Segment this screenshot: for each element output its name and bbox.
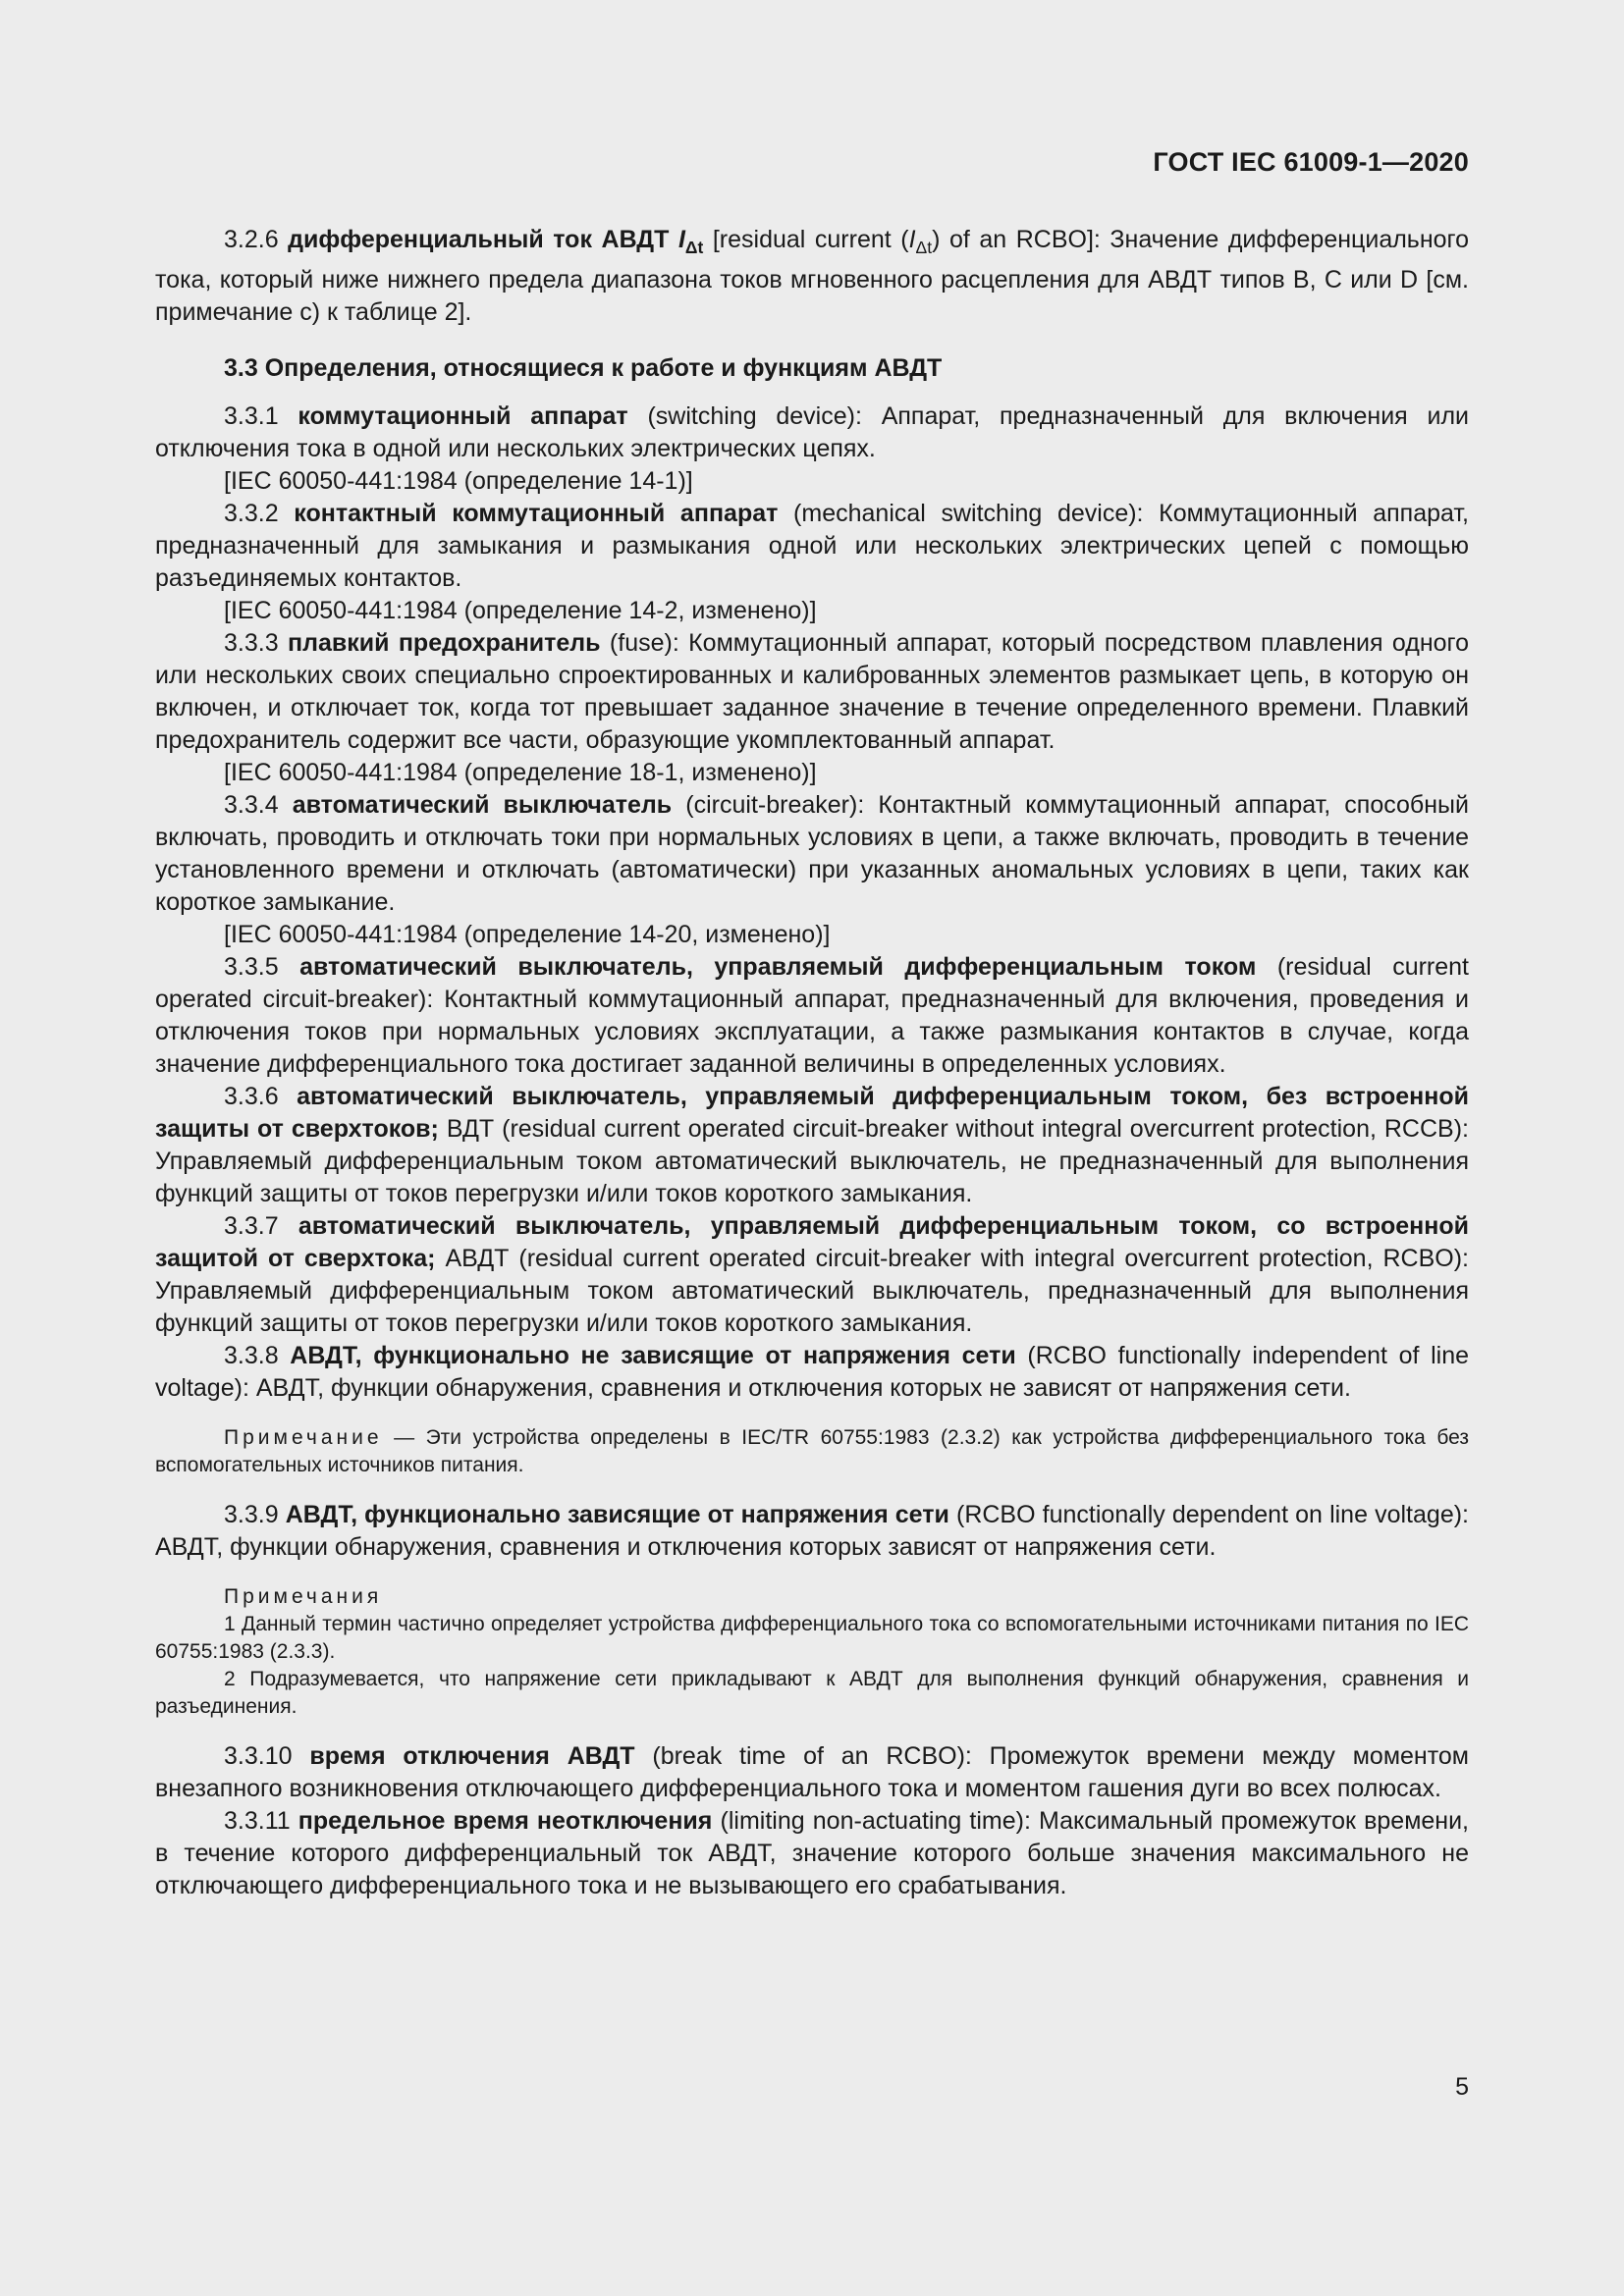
definition-3-3-1: 3.3.1 коммутационный аппарат (switching device): Аппарат, предназначенный для включения или отключения тока в одной или нескольких электрических цепях. bbox=[155, 402, 1470, 462]
term: АВДТ, функционально зависящие от напряжения сети bbox=[285, 1501, 949, 1528]
term: предельное время неотключения bbox=[298, 1807, 713, 1835]
term: автоматический выключатель, управляемый дифференциальным током, без встроенной защиты от сверхтоков; bbox=[155, 1083, 1469, 1143]
definition-3-3-2: 3.3.2 контактный коммутационный аппарат (mechanical switching device): Коммутационный аппарат, предназначенный для замыкания и размыкания одной или нескольких электрических цепей с помощью разъединяемых контактов. bbox=[155, 500, 1470, 592]
definition-text: (break time of an RCBO): Промежуток времени между моментом внезапного возникновения отключающего дифференциального тока и моментом гашения дуги во всех полюсах. bbox=[155, 1742, 1469, 1802]
definition-3-3-9: 3.3.9 АВДТ, функционально зависящие от напряжения сети (RCBO functionally dependent on line voltage): АВДТ, функции обнаружения, сравнения и отключения которых зависят от напряжения сети. bbox=[155, 1501, 1469, 1561]
definition-text: : Значение дифференциального тока, который ниже нижнего предела диапазона токов мгновенного расцепления для АВДТ типов B, C или D [см. примечание с) к таблице 2]. bbox=[155, 226, 1470, 326]
notes-label: Примечания bbox=[224, 1585, 383, 1608]
term-en: [residual current ( bbox=[712, 226, 909, 253]
definition-text: (switching device): Аппарат, предназначенный для включения или отключения тока в одной или нескольких электрических цепях. bbox=[155, 402, 1470, 462]
definition-3-3-8: 3.3.8 АВДТ, функционально не зависящие от напряжения сети (RCBO functionally independent of line voltage): АВДТ, функции обнаружения, сравнения и отключения которых не зависят от напряжения сети. bbox=[155, 1342, 1470, 1402]
definition-text: ВДТ (residual current operated circuit-breaker without integral overcurrent protection, RCCB): Управляемый дифференциальным током автоматический выключатель, не предназначенный для выполнения функций защиты от токов перегрузки и/или токов короткого замыкания. bbox=[155, 1115, 1469, 1207]
term: коммутационный аппарат bbox=[298, 402, 628, 430]
note-label: Примечание bbox=[224, 1426, 383, 1449]
definition-text: (residual current operated circuit-breaker): Контактный коммутационный аппарат, предназначенный для включения, проведения и отключения токов при нормальных условиях эксплуатации, а также размыкания контактов в случае, когда значение дифференциального тока достигает заданной величины в определенных условиях. bbox=[155, 953, 1470, 1078]
definition-text: (limiting non-actuating time): Максимальный промежуток времени, в течение которого дифференциальный ток АВДТ, значение которого больше значения максимального не отключающего дифференциального тока и не вызывающего его срабатывания. bbox=[155, 1807, 1469, 1899]
term: автоматический выключатель, управляемый дифференциальным током, со встроенной защитой от сверхтока; bbox=[155, 1212, 1469, 1272]
term: время отключения АВДТ bbox=[309, 1742, 635, 1770]
definition-3-3-7: 3.3.7 автоматический выключатель, управляемый дифференциальным током, со встроенной защитой от сверхтока; АВДТ (residual current operated circuit-breaker with integral overcurrent protection, RCBO): Управляемый дифференциальным током автоматический выключатель, предназначенный для выполнения функций защиты от токов перегрузки и/или токов короткого замыкания. bbox=[155, 1212, 1469, 1337]
term: контактный коммутационный аппарат bbox=[294, 500, 779, 527]
definition-3-3-6: 3.3.6 автоматический выключатель, управляемый дифференциальным током, без встроенной защиты от сверхтоков; ВДТ (residual current operated circuit-breaker without integral overcurrent protection, RCCB): Управляемый дифференциальным током автоматический выключатель, не предназначенный для выполнения функций защиты от токов перегрузки и/или токов короткого замыкания. bbox=[155, 1083, 1469, 1207]
term: автоматический выключатель bbox=[292, 791, 673, 819]
definition-text: АВДТ (residual current operated circuit-breaker with integral overcurrent protection, RCBO): Управляемый дифференциальным током автоматический выключатель, предназначенный для выполнения функций защиты от токов перегрузки и/или токов короткого замыкания. bbox=[155, 1245, 1469, 1337]
reference-3-3-4: [IEC 60050-441:1984 (определение 14-20, изменено)] bbox=[224, 921, 831, 948]
page-number: 5 bbox=[1455, 2073, 1469, 2101]
note-1: 1 Данный термин частично определяет устройства дифференциального тока со вспомогательными источниками питания по IEC 60755:1983 (2.3.3). bbox=[155, 1613, 1469, 1663]
reference-3-3-3: [IEC 60050-441:1984 (определение 18-1, изменено)] bbox=[224, 759, 817, 786]
symbol: $I_{\Delta t}$ bbox=[677, 226, 704, 257]
standard-designation: ГОСТ IEC 61009-1—2020 bbox=[1153, 147, 1469, 177]
term-en-end: ) of an RCBO] bbox=[932, 226, 1094, 253]
term: дифференциальный ток АВДТ bbox=[288, 226, 670, 253]
definition-text: (fuse): Коммутационный аппарат, который посредством плавления одного или нескольких своих специально спроектированных и калиброванных элементов размыкает цепь, в которую он включен, и отключает ток, когда тот превышает заданное значение в течение определенного времени. Плавкий предохранитель содержит все части, образующие укомплектованный аппарат. bbox=[155, 629, 1470, 754]
definition-3-3-11: 3.3.11 предельное время неотключения (limiting non-actuating time): Максимальный промежуток времени, в течение которого дифференциальный ток АВДТ, значение которого больше значения максимального не отключающего дифференциального тока и не вызывающего его срабатывания. bbox=[155, 1807, 1469, 1899]
term: автоматический выключатель, управляемый дифференциальным током bbox=[299, 953, 1257, 981]
clause-number: 3.2.6 bbox=[224, 226, 279, 253]
document-body bbox=[155, 224, 1469, 1902]
definition-3-3-3: 3.3.3 плавкий предохранитель (fuse): Коммутационный аппарат, который посредством плавления одного или нескольких своих специально спроектированных и калиброванных элементов размыкает цепь, в которую он включен, и отключает ток, когда тот превышает заданное значение в течение определенного времени. Плавкий предохранитель содержит все части, образующие укомплектованный аппарат. bbox=[155, 629, 1470, 754]
definition-text: (mechanical switching device): Коммутационный аппарат, предназначенный для замыкания и размыкания одной или нескольких электрических цепей с помощью разъединяемых контактов. bbox=[155, 500, 1470, 592]
reference-3-3-2: [IEC 60050-441:1984 (определение 14-2, изменено)] bbox=[224, 597, 817, 624]
definition-3-2-6 bbox=[155, 224, 1469, 329]
definition-3-3-4: 3.3.4 автоматический выключатель (circuit-breaker): Контактный коммутационный аппарат, способный включать, проводить и отключать токи при нормальных условиях в цепи, а также включать, проводить в течение установленного времени и отключать (автоматически) при указанных аномальных условиях в цепи, таких как короткое замыкание. bbox=[155, 791, 1469, 916]
reference-3-3-1: [IEC 60050-441:1984 (определение 14-1)] bbox=[224, 467, 693, 495]
note-3-3-8 bbox=[155, 1424, 1469, 1479]
note-2: 2 Подразумевается, что напряжение сети прикладывают к АВДТ для выполнения функций обнаружения, сравнения и разъединения. bbox=[155, 1668, 1469, 1718]
notes-3-3-9 bbox=[155, 1583, 1469, 1721]
definition-text: (RCBO functionally dependent on line voltage): АВДТ, функции обнаружения, сравнения и отключения которых зависят от напряжения сети. bbox=[155, 1501, 1469, 1561]
definition-3-3-5: 3.3.5 автоматический выключатель, управляемый дифференциальным током (residual current operated circuit-breaker): Контактный коммутационный аппарат, предназначенный для включения, проведения и отключения токов при нормальных условиях эксплуатации, а также размыкания контактов в случае, когда значение дифференциального тока достигает заданной величины в определенных условиях. bbox=[155, 953, 1470, 1078]
definition-text: (circuit-breaker): Контактный коммутационный аппарат, способный включать, проводить и отключать токи при нормальных условиях в цепи, а также включать, проводить в течение установленного времени и отключать (автоматически) при указанных аномальных условиях в цепи, таких как короткое замыкание. bbox=[155, 791, 1469, 916]
definition-3-3-10: 3.3.10 время отключения АВДТ (break time of an RCBO): Промежуток времени между моментом внезапного возникновения отключающего дифференциального тока и моментом гашения дуги во всех полюсах. bbox=[155, 1742, 1469, 1802]
symbol-inline: $I_{\Delta t}$ bbox=[908, 226, 933, 257]
term: АВДТ, функционально не зависящие от напряжения сети bbox=[290, 1342, 1016, 1369]
note-text: — Эти устройства определены в IEC/TR 60755:1983 (2.3.2) как устройства дифференциального тока без вспомогательных источников питания. bbox=[155, 1426, 1469, 1476]
section-heading-3-3: 3.3 Определения, относящиеся к работе и функциям АВДТ bbox=[224, 354, 943, 382]
definition-text: (RCBO functionally independent of line voltage): АВДТ, функции обнаружения, сравнения и отключения которых не зависят от напряжения сети. bbox=[155, 1342, 1470, 1402]
term: плавкий предохранитель bbox=[287, 629, 601, 657]
